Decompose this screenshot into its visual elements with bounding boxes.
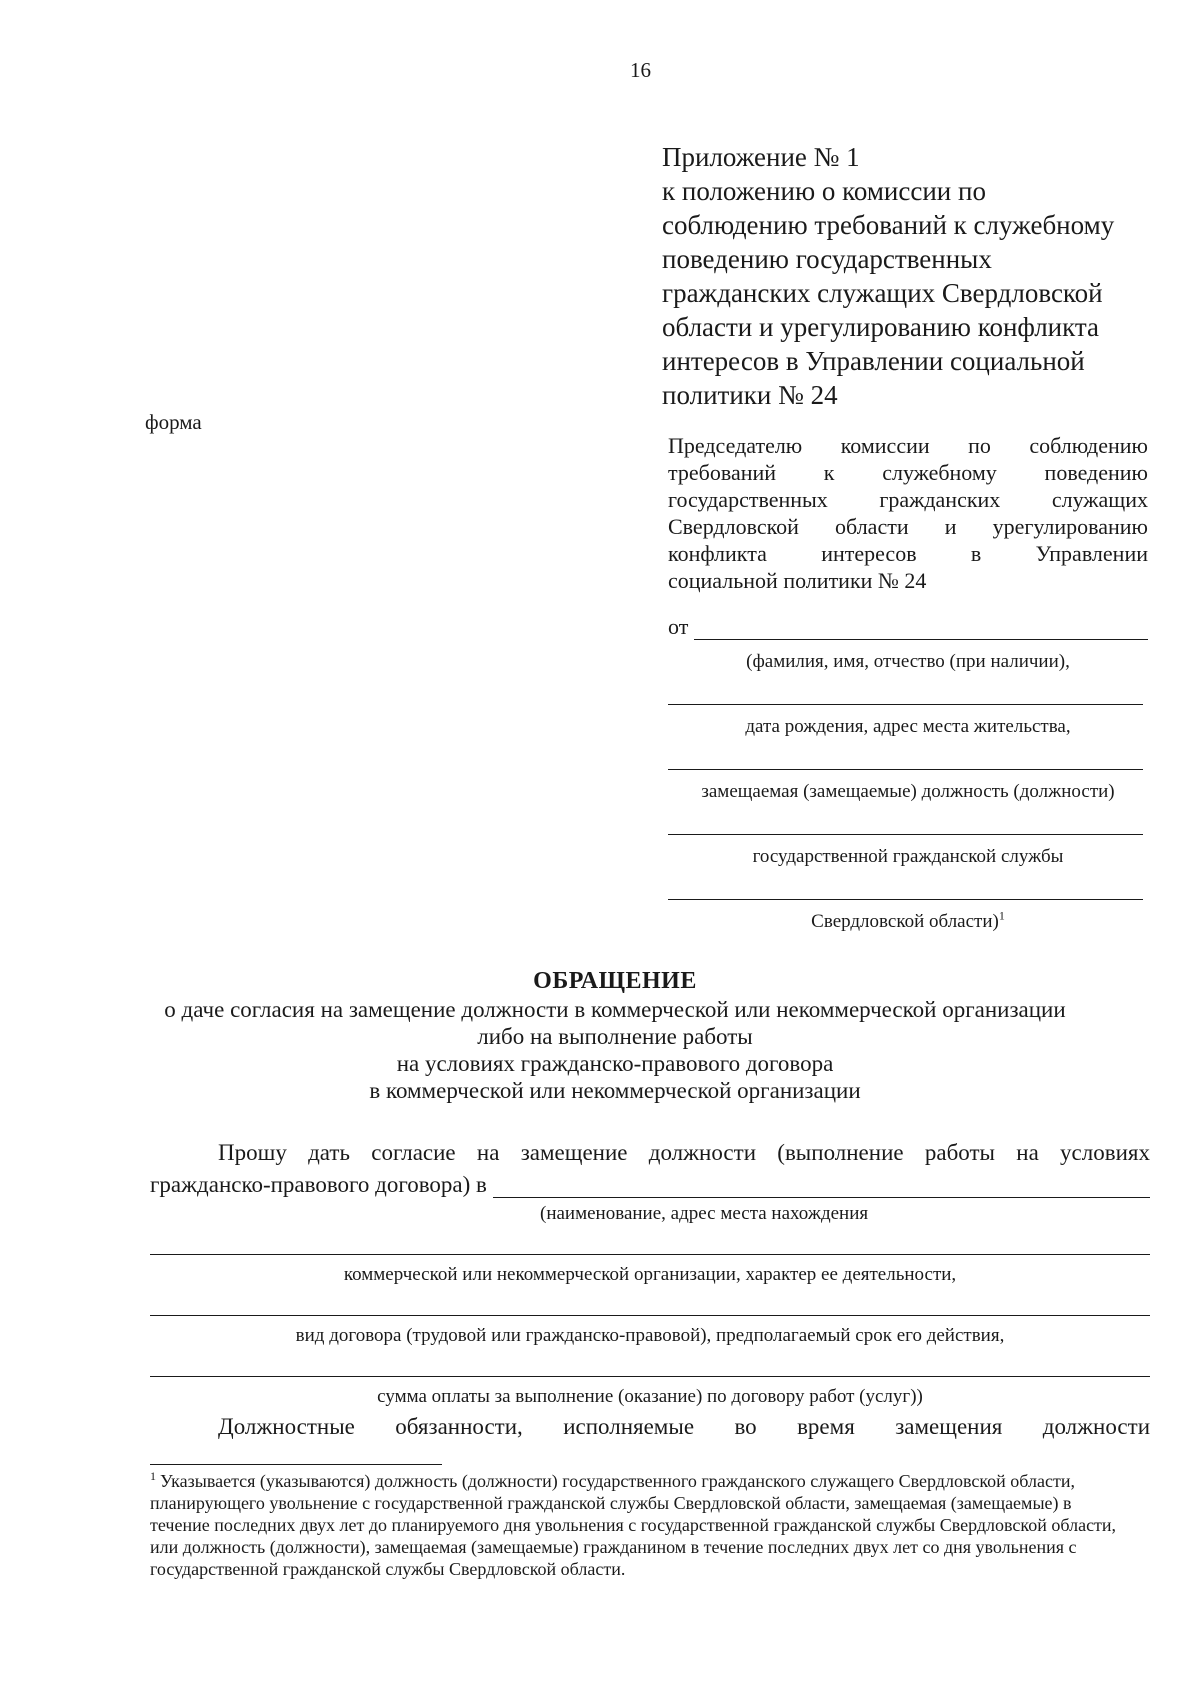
footnote-text: Указывается (указываются) должность (должности) государственного гражданского служащего Свердловской области, планирующего увольнение с государственной гражданской службы Свердловской области, замещаемая (замещаемые) в течение последних двух лет до планируемого дня увольнения с государственной гражданской службы Свердловской области, или должность (должности), замещаемая (замещаемые) гражданином в течение последних двух лет со дня увольнения с государственной гражданской службы Свердловской области. xyxy=(150,1471,1117,1579)
request-section xyxy=(150,1138,1150,1409)
footnote xyxy=(150,1470,1135,1580)
contract-hint: вид договора (трудовой или гражданско-правовой), предполагаемый срок его действия, xyxy=(295,1325,1005,1346)
request-lead-text: гражданско-правового договора) в xyxy=(150,1172,487,1197)
appendix-line: к положению о комиссии по xyxy=(662,176,986,206)
appendix-line: интересов в Управлении социальной xyxy=(662,346,1085,376)
addressee-block xyxy=(668,432,1148,594)
footnote-reference: 1 xyxy=(998,908,1005,923)
request-paragraph-line: Прошу дать согласие на замещение должности (выполнение работы на условиях xyxy=(218,1140,1150,1165)
organization-field[interactable] xyxy=(493,1177,1150,1198)
payment-hint: сумма оплаты за выполнение (оказание) по договору работ (услуг)) xyxy=(377,1386,923,1407)
appendix-line: политики № 24 xyxy=(662,380,838,410)
activity-hint: коммерческой или некоммерческой организации, характер ее деятельности, xyxy=(343,1264,957,1285)
organization-hint: (наименование, адрес места нахождения xyxy=(540,1203,869,1224)
contract-type-field[interactable] xyxy=(150,1291,1150,1316)
sender-hint-service: государственной гражданской службы xyxy=(752,846,1064,867)
sender-hint-name: (фамилия, имя, отчество (при наличии), xyxy=(746,651,1070,672)
addressee-line: Свердловской области и урегулированию xyxy=(668,514,1148,539)
addressee-line: социальной политики № 24 xyxy=(668,568,927,593)
appendix-line: области и урегулированию конфликта xyxy=(662,312,1100,342)
request-organization-row xyxy=(150,1168,1150,1198)
document-subtitle-line: о даче согласия на замещение должности в коммерческой или некоммерческой организации xyxy=(164,997,1066,1022)
footnote-mark: 1 xyxy=(150,1469,156,1483)
appendix-header xyxy=(662,140,1162,412)
page-number: 16 xyxy=(630,58,651,82)
sender-hint-position: замещаемая (замещаемые) должность (должности) xyxy=(701,781,1115,802)
sender-birth-field[interactable] xyxy=(668,682,1143,705)
addressee-line: конфликта интересов в Управлении xyxy=(668,541,1148,566)
appendix-line: соблюдению требований к служебному xyxy=(662,210,1115,240)
sender-hint-region-text: Свердловской области) xyxy=(811,911,999,932)
organization-activity-field[interactable] xyxy=(150,1230,1150,1255)
payment-field[interactable] xyxy=(150,1352,1150,1377)
sender-block xyxy=(668,612,1148,934)
addressee-line: требований к служебному поведению xyxy=(668,460,1148,485)
footnote-divider xyxy=(150,1464,442,1465)
sender-position-field[interactable] xyxy=(668,747,1143,770)
addressee-line: государственных гражданских служащих xyxy=(668,487,1148,512)
sender-row xyxy=(668,612,1148,640)
appeal-title xyxy=(150,966,1080,1104)
sender-hint-birth: дата рождения, адрес места жительства, xyxy=(745,716,1071,737)
document-title: ОБРАЩЕНИЕ xyxy=(533,968,697,994)
sender-service-field[interactable] xyxy=(668,812,1143,835)
sender-region-field[interactable] xyxy=(668,877,1143,900)
addressee-line: Председателю комиссии по соблюдению xyxy=(668,433,1148,458)
sender-name-field[interactable] xyxy=(694,619,1148,640)
document-subtitle-line: в коммерческой или некоммерческой организации xyxy=(369,1078,861,1103)
document-subtitle-line: либо на выполнение работы xyxy=(477,1024,753,1049)
form-label: форма xyxy=(145,410,202,434)
appendix-line: поведению государственных xyxy=(662,244,992,274)
sender-label: от xyxy=(668,614,689,639)
appendix-line: гражданских служащих Свердловской xyxy=(662,278,1103,308)
sender-hint-region xyxy=(668,910,1148,934)
document-subtitle-line: на условиях гражданско-правового договора xyxy=(396,1051,834,1076)
duties-line: Должностные обязанности, исполняемые во время замещения должности xyxy=(218,1414,1150,1439)
appendix-line: Приложение № 1 xyxy=(662,142,860,172)
